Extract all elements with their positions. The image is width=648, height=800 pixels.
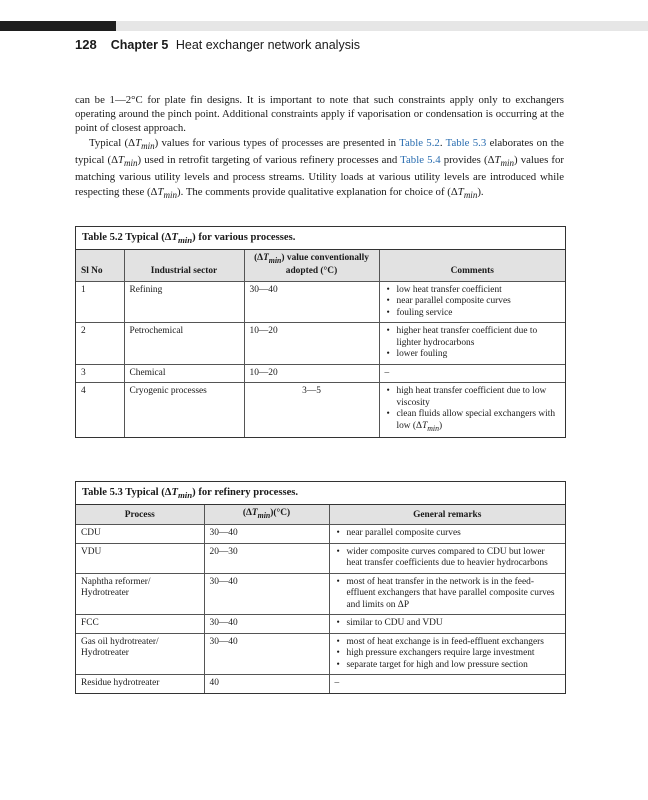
table-5-2-header-row (76, 250, 565, 281)
body-text (75, 93, 564, 202)
link-table-5-2[interactable]: Table 5.2 (399, 136, 440, 149)
list-item: • wider composite curves compared to CDU but lower heat transfer coefficients due to heavier hydrocarbons (347, 547, 561, 570)
table-row: FCC 30—40 • similar to CDU and VDU (76, 615, 565, 634)
table-row: VDU 20—30 • wider composite curves compared to CDU but lower heat transfer coefficients due to heavier hydrocarbons (76, 543, 565, 573)
table-5-2 (75, 226, 566, 438)
table-row: 3 Chemical 10—20 – (76, 364, 565, 383)
table-row: Gas oil hydrotreater/ Hydrotreater 30—40 • most of heat exchange is in feed-effluent exchangers • high pressure exchangers require large investment • separate target for high and low pressure section (76, 633, 565, 675)
header-sl-no: Sl No (76, 250, 124, 281)
list-item: • near parallel composite curves (347, 528, 561, 540)
table-5-3-header-row (76, 505, 565, 525)
top-bar-dark (0, 21, 116, 31)
paragraph-2: Typical $(\Delta T_{min})$ values for various types of processes are presented in Table 5.2. Table 5.3 elaborates on the typical $(\Delta T_{min})$ used in retrofit targeting of various refinery processes and Table 5.4 provides $(\Delta T_{min})$ values for matching various utility levels and process streams. Utility loads at various utility levels are introduced while respecting these $(\Delta T_{min})$. The comments provide qualitative explanation for choice of $(\Delta T_{min})$. (75, 136, 564, 200)
header-comments: Comments (379, 250, 565, 281)
header-process: Process (76, 505, 204, 525)
table-row: CDU 30—40 • near parallel composite curves (76, 525, 565, 544)
list-item: • clean fluids allow special exchangers with low $(\Delta T_{min})$ (397, 409, 561, 434)
chapter-title: Heat exchanger network analysis (175, 38, 360, 52)
table-5-3 (75, 481, 566, 694)
header-value: $(\Delta T_{min})$ value conventionally adopted (°C) (244, 250, 379, 281)
chapter-label: Chapter 5 (110, 38, 169, 52)
paragraph-1: can be 1—2°C for plate fin designs. It is important to note that such constraints apply only to exchangers operating around the pinch point. Additional constraints apply if vaporisation or condensation is occurring at the point of closest approach. (75, 94, 564, 135)
link-table-5-4[interactable]: Table 5.4 (400, 153, 441, 166)
list-item: • higher heat transfer coefficient due to lighter hydrocarbons (397, 326, 561, 349)
header-general-remarks: General remarks (329, 505, 565, 525)
list-item: • most of heat transfer in the network is in the feed-effluent exchangers that have parallel composite curves and limits on ΔP (347, 577, 561, 612)
list-item: • separate target for high and low pressure section (347, 660, 561, 672)
table-row: 2 Petrochemical 10—20 • higher heat transfer coefficient due to lighter hydrocarbons • lower fouling (76, 323, 565, 365)
header-value: $(\Delta T_{min})(^\circ C)$ (204, 505, 329, 525)
running-header (75, 37, 360, 52)
table-5-2-caption: Table 5.2 Typical $(\Delta T_{min})$ for various processes. (76, 227, 565, 250)
header-industrial-sector: Industrial sector (124, 250, 244, 281)
table-row: Residue hydrotreater 40 – (76, 675, 565, 693)
list-item: • high pressure exchangers require large investment (347, 648, 561, 660)
list-item: • near parallel composite curves (397, 296, 561, 308)
list-item: • most of heat exchange is in feed-effluent exchangers (347, 637, 561, 649)
list-item: • low heat transfer coefficient (397, 285, 561, 297)
table-5-3-caption: Table 5.3 Typical $(\Delta T_{min})$ for refinery processes. (76, 482, 565, 505)
table-row: 1 Refining 30—40 • low heat transfer coefficient • near parallel composite curves • fouling service (76, 281, 565, 323)
top-bar-light (116, 21, 648, 31)
list-item: • fouling service (397, 308, 561, 320)
top-bar (0, 21, 648, 31)
table-row: Naphtha reformer/ Hydrotreater 30—40 • most of heat transfer in the network is in the feed-effluent exchangers that have parallel composite curves and limits on ΔP (76, 573, 565, 615)
list-item: • similar to CDU and VDU (347, 618, 561, 630)
page-number: 128 (75, 37, 97, 52)
list-item: • high heat transfer coefficient due to low viscosity (397, 386, 561, 409)
list-item: • lower fouling (397, 349, 561, 361)
link-table-5-3[interactable]: Table 5.3 (445, 136, 487, 149)
table-row: 4 Cryogenic processes 3—5 • high heat transfer coefficient due to low viscosity • clean fluids allow special exchangers with low $(\Delta T_{min})$ (76, 383, 565, 437)
